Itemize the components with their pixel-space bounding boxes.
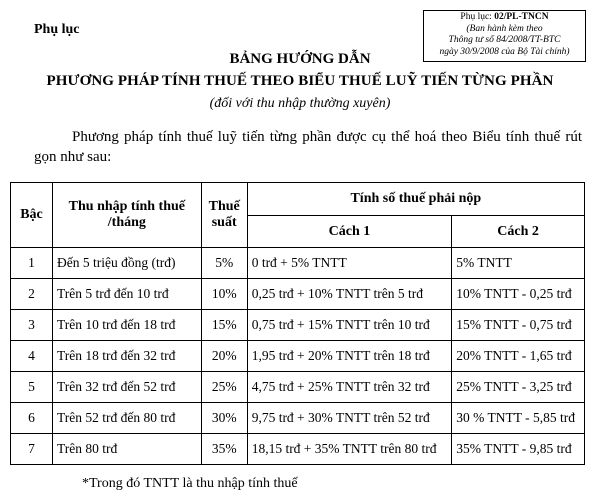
- appendix-label: Phụ lục: [34, 22, 80, 37]
- cell-method-2: 15% TNTT - 0,75 trđ: [452, 310, 585, 341]
- cell-method-1: 0,25 trđ + 10% TNTT trên 5 trđ: [247, 279, 452, 310]
- cell-method-2: 10% TNTT - 0,25 trđ: [452, 279, 585, 310]
- cell-income: Trên 80 trđ: [52, 434, 201, 465]
- reference-line-4: ngày 30/9/2008 của Bộ Tài chính): [439, 46, 570, 57]
- cell-method-2: 20% TNTT - 1,65 trđ: [452, 341, 585, 372]
- cell-income: Đến 5 triệu đồng (trđ): [52, 248, 201, 279]
- cell-bac: 4: [11, 341, 53, 372]
- cell-income: Trên 5 trđ đến 10 trđ: [52, 279, 201, 310]
- header-method-2: Cách 2: [452, 216, 585, 248]
- reference-prefix: Phụ lục:: [460, 12, 495, 22]
- reference-code-value: 02/PL-TNCN: [494, 12, 549, 22]
- table-row: [11, 341, 585, 372]
- cell-rate: 25%: [201, 372, 247, 403]
- cell-method-1: 9,75 trđ + 30% TNTT trên 52 trđ: [247, 403, 452, 434]
- document-title: BẢNG HƯỚNG DẪN: [229, 51, 371, 67]
- header-rate: Thuế suất: [201, 183, 247, 248]
- cell-bac: 2: [11, 279, 53, 310]
- tax-table: [10, 182, 585, 465]
- footnote: *Trong đó TNTT là thu nhập tính thuế: [82, 476, 298, 491]
- cell-bac: 3: [11, 310, 53, 341]
- cell-income: Trên 52 trđ đến 80 trđ: [52, 403, 201, 434]
- cell-method-1: 1,95 trđ + 20% TNTT trên 18 trđ: [247, 341, 452, 372]
- cell-method-2: 35% TNTT - 9,85 trđ: [452, 434, 585, 465]
- cell-income: Trên 32 trđ đến 52 trđ: [52, 372, 201, 403]
- cell-bac: 1: [11, 248, 53, 279]
- cell-method-1: 4,75 trđ + 25% TNTT trên 32 trđ: [247, 372, 452, 403]
- cell-method-1: 0 trđ + 5% TNTT: [247, 248, 452, 279]
- cell-method-2: 30 % TNTT - 5,85 trđ: [452, 403, 585, 434]
- table-row: [11, 434, 585, 465]
- cell-rate: 15%: [201, 310, 247, 341]
- cell-income: Trên 18 trđ đến 32 trđ: [52, 341, 201, 372]
- document-subtitle: (đối với thu nhập thường xuyên): [209, 96, 391, 111]
- cell-rate: 35%: [201, 434, 247, 465]
- intro-paragraph: Phương pháp tính thuế luỹ tiến từng phần được cụ thể hoá theo Biểu tính thuế rút gọn như sau:: [34, 129, 582, 165]
- cell-method-2: 25% TNTT - 3,25 trđ: [452, 372, 585, 403]
- cell-bac: 6: [11, 403, 53, 434]
- header-bac: Bậc: [11, 183, 53, 248]
- table-row: [11, 403, 585, 434]
- cell-method-1: 18,15 trđ + 35% TNTT trên 80 trđ: [247, 434, 452, 465]
- table-row: [11, 248, 585, 279]
- reference-line-3: Thông tư số 84/2008/TT-BTC: [448, 35, 561, 45]
- header-income: Thu nhập tính thuế /tháng: [52, 183, 201, 248]
- cell-rate: 5%: [201, 248, 247, 279]
- cell-rate: 20%: [201, 341, 247, 372]
- cell-method-2: 5% TNTT: [452, 248, 585, 279]
- cell-bac: 7: [11, 434, 53, 465]
- cell-method-1: 0,75 trđ + 15% TNTT trên 10 trđ: [247, 310, 452, 341]
- cell-income: Trên 10 trđ đến 18 trđ: [52, 310, 201, 341]
- reference-code: [424, 12, 585, 24]
- header-method-1: Cách 1: [247, 216, 452, 248]
- cell-bac: 5: [11, 372, 53, 403]
- cell-rate: 10%: [201, 279, 247, 310]
- table-row: [11, 310, 585, 341]
- table-row: [11, 279, 585, 310]
- cell-rate: 30%: [201, 403, 247, 434]
- table-row: [11, 372, 585, 403]
- document-title-line-2: PHƯƠNG PHÁP TÍNH THUẾ THEO BIỂU THUẾ LUỸ TIẾN TỪNG PHẦN: [46, 73, 554, 89]
- reference-line-2: (Ban hành kèm theo: [466, 23, 543, 34]
- header-tax-group: Tính số thuế phải nộp: [247, 183, 584, 216]
